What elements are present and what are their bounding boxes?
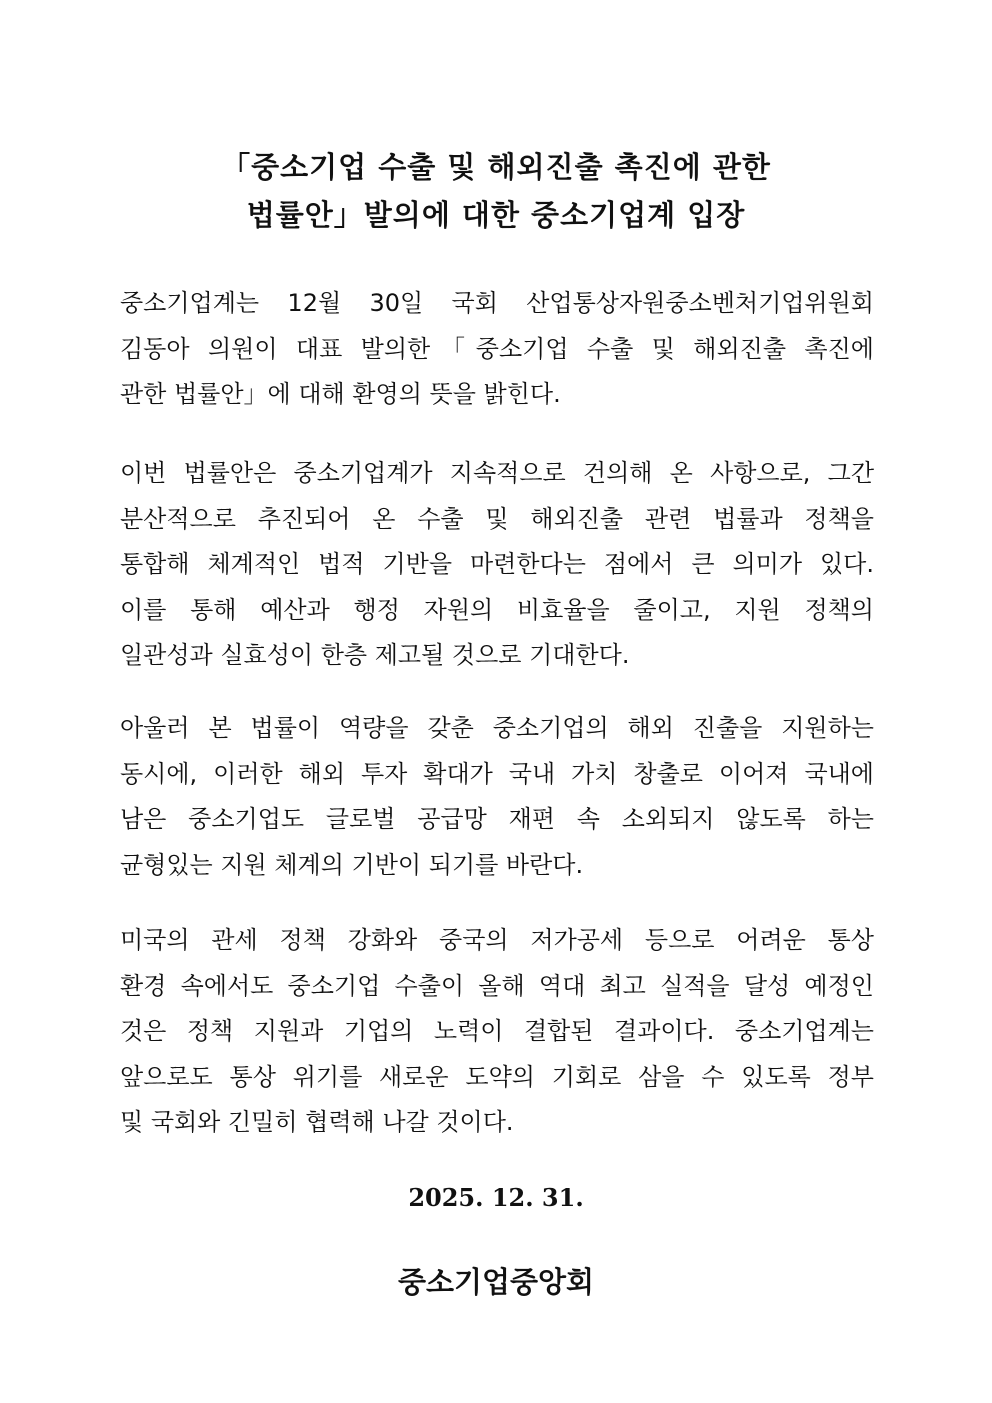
paragraph-line: 중소기업계는 12월 30일 국회 산업통상자원중소벤처기업위원회: [120, 289, 874, 317]
paragraph-line: 환경 속에서도 중소기업 수출이 올해 역대 최고 실적을 달성 예정인: [120, 971, 874, 1000]
paragraph-line: 일관성과 실효성이 한층 제고될 것으로 기대한다.: [120, 641, 630, 669]
paragraph-line: 이를 통해 예산과 행정 자원의 비효율을 줄이고, 지원 정책의: [120, 595, 874, 624]
paragraph-line: 통합해 체계적인 법적 기반을 마련한다는 점에서 큰 의미가 있다.: [120, 550, 874, 578]
paragraph-line: 남은 중소기업도 글로벌 공급망 재편 속 소외되지 않도록 하는: [120, 805, 874, 833]
paragraph-line: 아울러 본 법률이 역량을 갖춘 중소기업의 해외 진출을 지원하는: [120, 714, 874, 742]
paragraph-line: 동시에, 이러한 해외 투자 확대가 국내 가치 창출로 이어져 국내에: [120, 759, 874, 788]
paragraph-line: 관한 법률안」에 대해 환영의 뜻을 밝힌다.: [120, 380, 561, 408]
paragraph-line: 미국의 관세 정책 강화와 중국의 저가공세 등으로 어려운 통상: [120, 926, 874, 954]
body-paragraph: [120, 918, 874, 1146]
paragraph-line: 및 국회와 긴밀히 협력해 나갈 것이다.: [120, 1108, 514, 1136]
title-line: 「중소기업 수출 및 해외진출 촉진에 관한: [221, 150, 771, 184]
body-paragraph: [120, 451, 874, 679]
paragraph-line: 김동아 의원이 대표 발의한「중소기업 수출 및 해외진출 촉진에: [120, 334, 874, 363]
paragraph-line: 이번 법률안은 중소기업계가 지속적으로 건의해 온 사항으로, 그간: [120, 459, 874, 487]
paragraph-line: 것은 정책 지원과 기업의 노력이 결합된 결과이다. 중소기업계는: [120, 1017, 874, 1045]
document-title: [120, 143, 872, 239]
title-line: 법률안」발의에 대한 중소기업계 입장: [246, 198, 746, 232]
organization-name: 중소기업중앙회: [397, 1265, 595, 1299]
body-paragraph: [120, 281, 874, 418]
document-date: 2025. 12. 31.: [408, 1183, 584, 1212]
paragraph-line: 앞으로도 통상 위기를 새로운 도약의 기회로 삼을 수 있도록 정부: [120, 1062, 874, 1091]
body-paragraph: [120, 706, 874, 888]
paragraph-line: 분산적으로 추진되어 온 수출 및 해외진출 관련 법률과 정책을: [120, 504, 874, 533]
paragraph-line: 균형있는 지원 체계의 기반이 되기를 바란다.: [120, 850, 584, 879]
